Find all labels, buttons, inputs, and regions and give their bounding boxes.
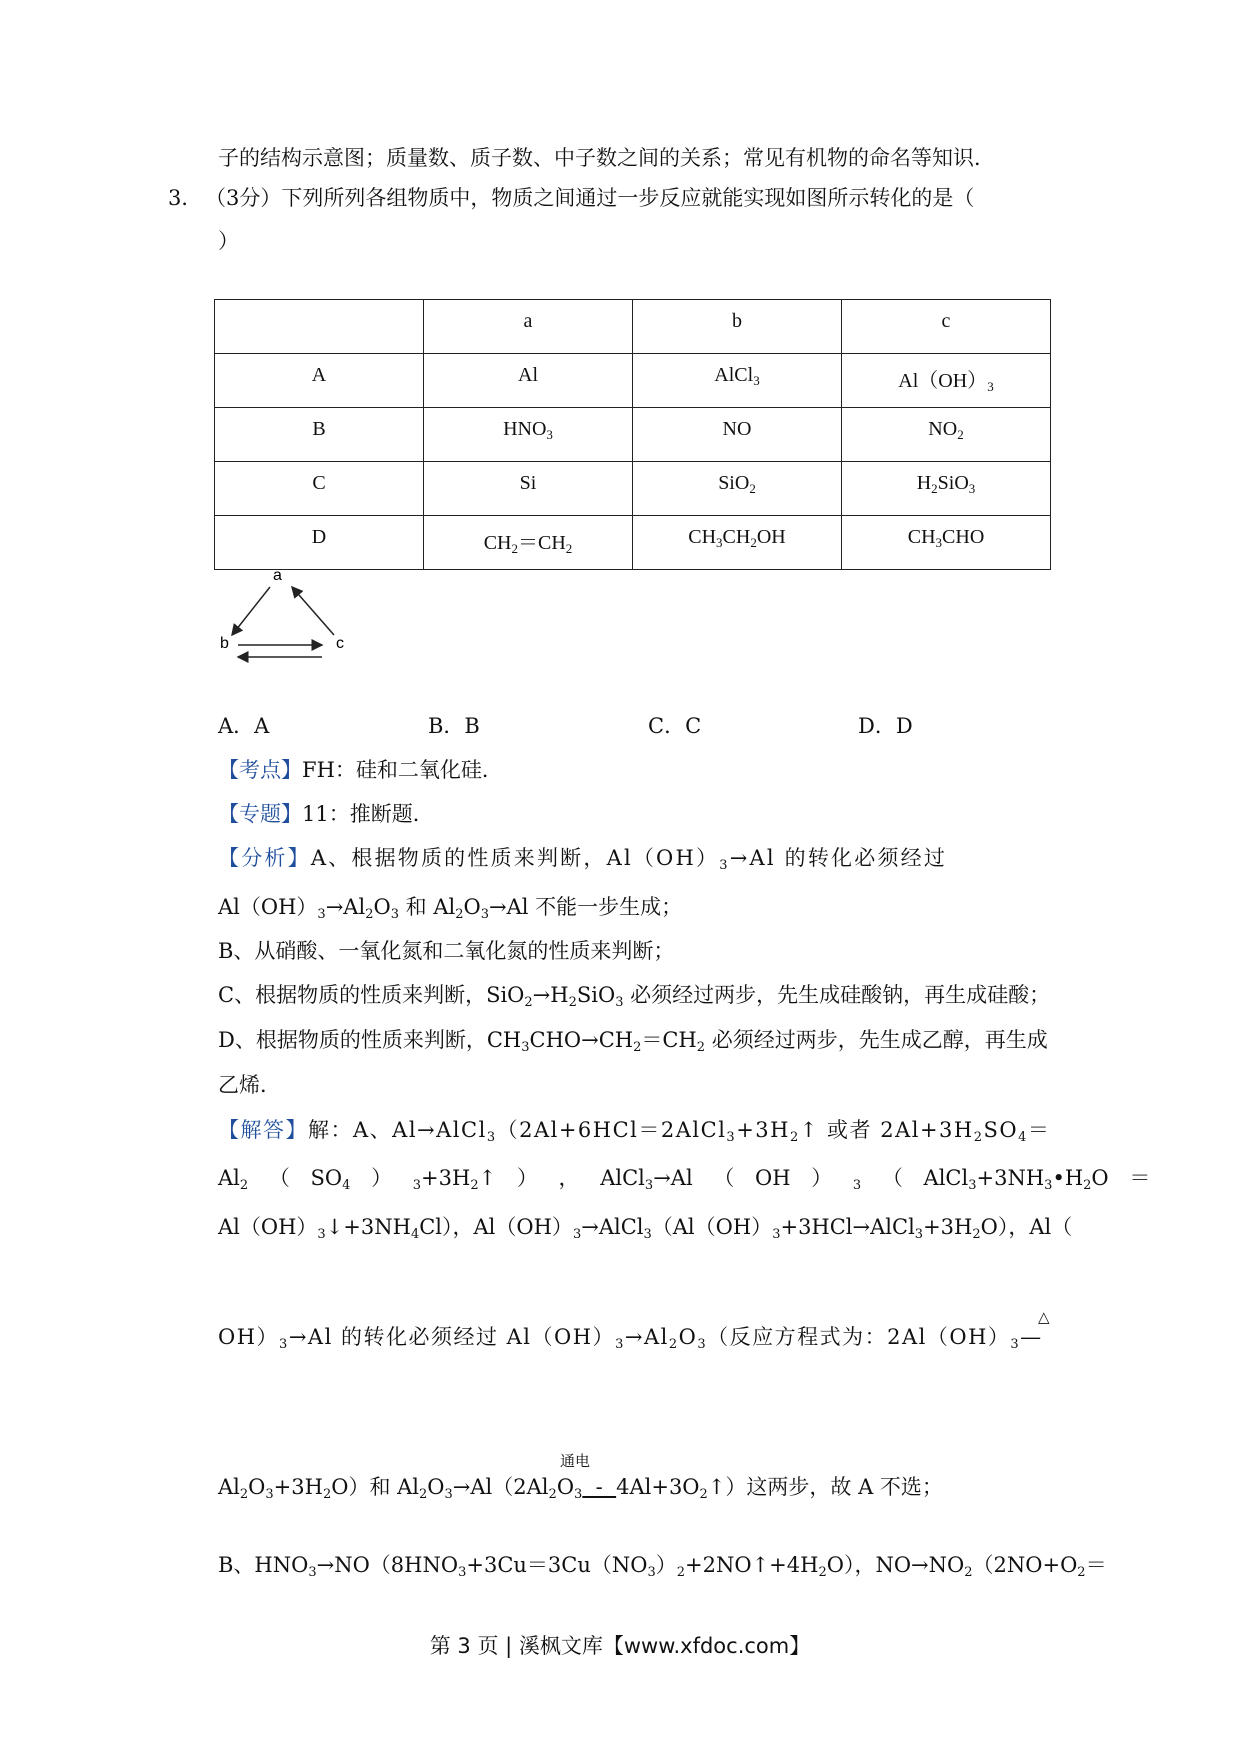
table-row: [215, 354, 1051, 408]
jieda-line-1: 【解答】解：A、$Al\to AlCl_3(2Al+6HCl=2AlCl_3+3H_2↑$ 或者 $2Al+3H_2SO_4=$: [218, 1118, 1051, 1145]
table-header-c: c: [842, 300, 1051, 354]
choice-b[interactable]: B．B: [428, 714, 480, 738]
cell-a: Si: [424, 462, 633, 516]
node-a: a: [273, 567, 282, 584]
kaodian-line: [218, 755, 503, 785]
cell-b: $CH_3CH_2OH$: [633, 516, 842, 570]
choice-d[interactable]: D．D: [858, 714, 913, 738]
zhuanti-line: [218, 799, 434, 829]
conversion-diagram: [218, 565, 358, 675]
fenxi-line-6: 乙烯．: [218, 1073, 281, 1097]
choice-a[interactable]: A．A: [218, 714, 270, 738]
fenxi-line-3: B、从硝酸、一氧化氮和二氧化氮的性质来判断；: [218, 939, 675, 963]
fenxi-line-2: $Al(OH)_3\to Al_2O_3$ 和 $Al_2O_3\to Al$ 不能一步生成；: [218, 895, 683, 922]
table-row: [215, 516, 1051, 570]
fenxi-line-5: D、根据物质的性质来判断，$CH_3CHO\to CH_2=CH_2$ 必须经过两步，先生成乙醇，再生成: [218, 1028, 1048, 1055]
table-header-empty: [215, 300, 424, 354]
node-c: c: [336, 635, 344, 652]
cell-a: $CH_2=CH_2$: [424, 516, 633, 570]
cell-b: NO: [633, 408, 842, 462]
row-label: D: [215, 516, 424, 570]
fenxi-line-1: 【分析】A、根据物质的性质来判断，$Al(OH)_3\to Al$ 的转化必须经过: [218, 846, 948, 873]
jieda-line-4: $OH)_3\to Al$ 的转化必须经过 $Al(OH)_3\to Al_2O_3$（反应方程式为：$2Al(OH)_3—$: [218, 1325, 1043, 1352]
cell-a: $HNO_3$: [424, 408, 633, 462]
choice-c[interactable]: C．C: [648, 714, 702, 738]
kaodian-tag: 【考点】: [218, 758, 302, 782]
table-header-a: a: [424, 300, 633, 354]
options-table: [214, 299, 1051, 570]
zhuanti-tag: 【专题】: [218, 802, 302, 826]
fenxi-line-4: C、根据物质的性质来判断，$SiO_2\to H_2SiO_3$ 必须经过两步，先生成硅酸钠，再生成硅酸；: [218, 983, 1051, 1010]
cell-c: $CH_3CHO$: [842, 516, 1051, 570]
arrow-a-to-b: [232, 587, 270, 635]
jieda-line-3: $Al(OH)_3↓+3NH_4Cl$），$Al(OH)_3\to AlCl_3(Al(OH)_3+3HCl\to AlCl_3+3H_2O)$，Al（: [218, 1215, 1073, 1242]
jieda-tag: 【解答】: [218, 1118, 308, 1142]
arrow-c-to-a: [292, 587, 334, 635]
cell-c: $Al(OH)_3$: [842, 354, 1051, 408]
table-header-b: b: [633, 300, 842, 354]
table-row: [215, 462, 1051, 516]
cell-b: AlCl$_3$: [633, 354, 842, 408]
row-label: B: [215, 408, 424, 462]
cell-b: SiO$_2$: [633, 462, 842, 516]
jieda-line-2: $Al_2$ （ $SO_4$ ） $_3+3H_2↑$ ） ， AlCl$_3$→Al （ OH ） $_3$ （ $AlCl_3+3NH_3•H_2O$ ＝: [218, 1166, 1151, 1193]
cell-c: $H_2SiO_3$: [842, 462, 1051, 516]
question-text: （3分）下列所列各组物质中，物质之间通过一步反应就能实现如图所示转化的是（: [205, 186, 975, 210]
jieda-line-5: $Al_2O_3+3H_2O$）和 $Al_2O_3\to Al(2Al_2O_3$ - $4Al+3O_2↑$）这两步，故 A 不选；: [218, 1475, 943, 1502]
question-number: 3．: [168, 186, 203, 210]
cell-c: $NO_2$: [842, 408, 1051, 462]
node-b: b: [220, 635, 229, 652]
row-label: A: [215, 354, 424, 408]
fenxi-tag: 【分析】: [218, 846, 311, 870]
row-label: C: [215, 462, 424, 516]
text-line: 子的结构示意图；质量数、质子数、中子数之间的关系；常见有机物的命名等知识．: [218, 146, 995, 170]
heat-symbol: △: [1038, 1308, 1050, 1326]
kaodian-text: FH：硅和二氧化硅．: [302, 758, 503, 782]
zhuanti-text: 11：推断题．: [302, 802, 434, 826]
page-footer: 第 3 页 | 溪枫文库【www.xfdoc.com】: [429, 1634, 811, 1658]
jieda-line-6: B、$HNO_3\to NO(8HNO_3+3Cu=3Cu(NO_3)_2+2NO↑+4H_2O)$，$NO\to NO_2(2NO+O_2=$: [218, 1553, 1107, 1580]
cell-a: Al: [424, 354, 633, 408]
electrolysis-label: 通电: [560, 1452, 591, 1470]
question-text-end: ）: [218, 229, 239, 253]
table-row: [215, 408, 1051, 462]
